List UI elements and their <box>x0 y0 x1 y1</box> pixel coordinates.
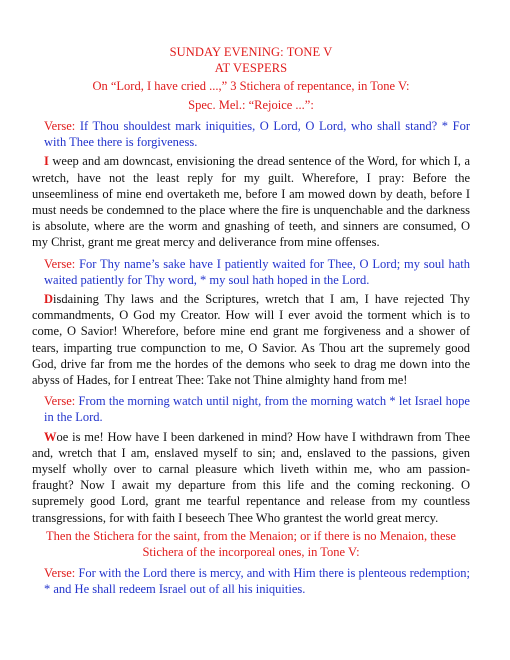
rubric-instruction: Then the Stichera for the saint, from the Menaion; or if there is no Menaion, these Stichera of the incorporeal ones, in Tone V: <box>46 528 456 560</box>
verse-text: If Thou shouldest mark iniquities, O Lord, O Lord, who shall stand? * For with Thee there is forgiveness. <box>44 119 470 150</box>
stichera-2 <box>32 291 470 388</box>
verse-3 <box>32 393 470 425</box>
verse-text: For Thy name’s sake have I patiently waited for Thee, O Lord; my soul hath waited patiently for Thy word, * my soul hath hoped in the Lord. <box>44 256 470 287</box>
initial-letter: D <box>44 292 54 307</box>
initial-letter: I <box>44 154 49 169</box>
verse-text: From the morning watch until night, from the morning watch * let Israel hope in the Lord. <box>44 394 470 425</box>
verse-label: Verse: <box>44 566 79 581</box>
title-line-1: SUNDAY EVENING: TONE V <box>169 45 333 59</box>
title-line-2: AT VESPERS <box>214 61 288 75</box>
verse-1 <box>32 118 470 150</box>
stichera-text: isdaining Thy laws and the Scriptures, wretch that I am, I have rejected Thy commandments, O God my Creator. How will I ever avoid the torment which is to come, O Savior! Wherefore, before mine end grant me forgiveness and a shower of tears, imparting true compunction to me, O Savior. As Thou art the supremely good God, drive far from me the hordes of the demons who seek to drag me down into the abyss of Hades, for I entreat Thee: Take not Thine almighty hand from me! <box>32 292 470 388</box>
stichera-3 <box>32 429 470 526</box>
verse-text: For with the Lord there is mercy, and with Him there is plenteous redemption; * and He shall redeem Israel out of all his iniquities. <box>44 566 471 597</box>
verse-2 <box>32 256 470 288</box>
intro-line-1: On “Lord, I have cried ...,” 3 Stichera of repentance, in Tone V: <box>92 79 410 93</box>
initial-letter: W <box>44 429 57 444</box>
verse-4 <box>32 565 470 597</box>
document-page <box>32 44 470 598</box>
intro-line-2: Spec. Mel.: “Rejoice ...”: <box>188 97 314 112</box>
verse-label: Verse: <box>44 394 79 409</box>
stichera-1 <box>32 153 470 250</box>
stichera-text: weep and am downcast, envisioning the dread sentence of the Word, for which I, a wretch, have not the least reply for my guilt. Wherefore, I pray: Before the unseemliness of mine end overtaketh me, before I am mowed down by death, before I must needs be condemned to the place where the fire is unquenchable and the darkness is absolute, where are the worm and gnashing of teeth, and sinners are consumed, O my Christ, grant me great mercy and deliverance from mine offenses. <box>32 154 470 250</box>
verse-label: Verse: <box>44 119 80 133</box>
verse-label: Verse: <box>44 256 80 271</box>
stichera-text: oe is me! How have I been darkened in mind? How have I withdrawn from Thee and, wretch that I am, enslaved myself to sin; and, enslaved to the passions, given myself wholly over to carnal pleasure which liveth within me, who am passion-fraught? Now I await my departure from this life and the coming reckoning. O supremely good Lord, grant me tearful repentance and release from my countless transgressions, for with faith I beseech Thee Who grantest the world great mercy. <box>32 429 470 525</box>
